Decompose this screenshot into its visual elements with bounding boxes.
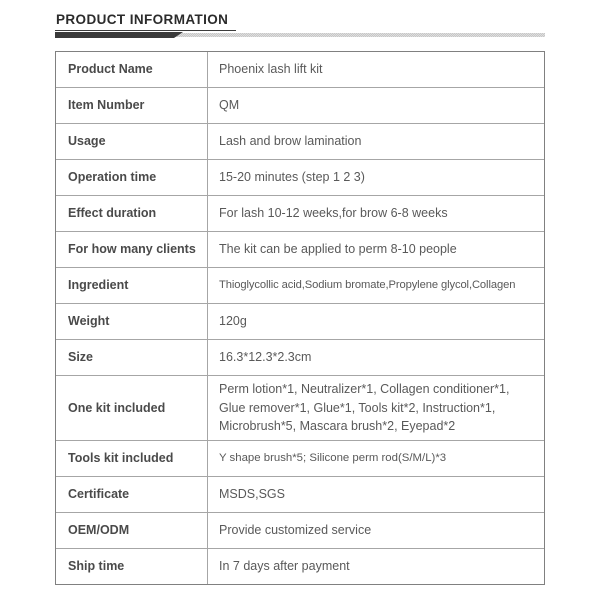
row-value: In 7 days after payment [219,558,350,573]
row-label: Size [56,340,208,375]
header-bar-dark-segment [55,32,183,38]
row-label: Tools kit included [56,441,208,476]
table-row [56,375,544,440]
table-row [56,548,544,584]
row-value: 16.3*12.3*2.3cm [219,350,312,365]
row-label: Item Number [56,88,208,123]
row-value: 120g [219,314,247,329]
header-underline-bar [55,32,545,38]
table-row [56,339,544,375]
row-value: Perm lotion*1, Neutralizer*1, Collagen conditioner*1, Glue remover*1, Glue*1, Tools kit*2, Instruction*1, Microbrush*5, Mascara brush*2, Eyepad*2 [219,382,510,433]
page-header [55,11,545,38]
table-row [56,195,544,231]
row-label: Usage [56,124,208,159]
table-row [56,123,544,159]
row-value: MSDS,SGS [219,486,285,501]
table-row [56,267,544,303]
row-label: Ingredient [56,268,208,303]
table-row [56,52,544,87]
row-label: Weight [56,304,208,339]
table-row [56,87,544,123]
table-row [56,303,544,339]
row-label: For how many clients [56,232,208,267]
table-row [56,159,544,195]
row-value: 15-20 minutes (step 1 2 3) [219,170,365,185]
table-row [56,512,544,548]
table-row [56,231,544,267]
table-row [56,440,544,476]
row-label: Operation time [56,160,208,195]
product-info-table [55,51,545,585]
row-value: Lash and brow lamination [219,134,362,149]
row-value: Phoenix lash lift kit [219,62,323,77]
row-value: Thioglycollic acid,Sodium bromate,Propylene glycol,Collagen [219,279,516,292]
row-label: Certificate [56,477,208,512]
row-label: Effect duration [56,196,208,231]
page-title: PRODUCT INFORMATION [55,12,236,31]
row-value: Y shape brush*5; Silicone perm rod(S/M/L)*3 [219,451,447,464]
row-value: The kit can be applied to perm 8-10 people [219,242,457,257]
row-label: OEM/ODM [56,513,208,548]
row-value: Provide customized service [219,522,372,537]
row-value: For lash 10-12 weeks,for brow 6-8 weeks [219,206,448,221]
row-label: Product Name [56,52,208,87]
table-row [56,476,544,512]
row-label: Ship time [56,549,208,584]
row-label: One kit included [56,376,208,440]
row-value: QM [219,98,240,113]
